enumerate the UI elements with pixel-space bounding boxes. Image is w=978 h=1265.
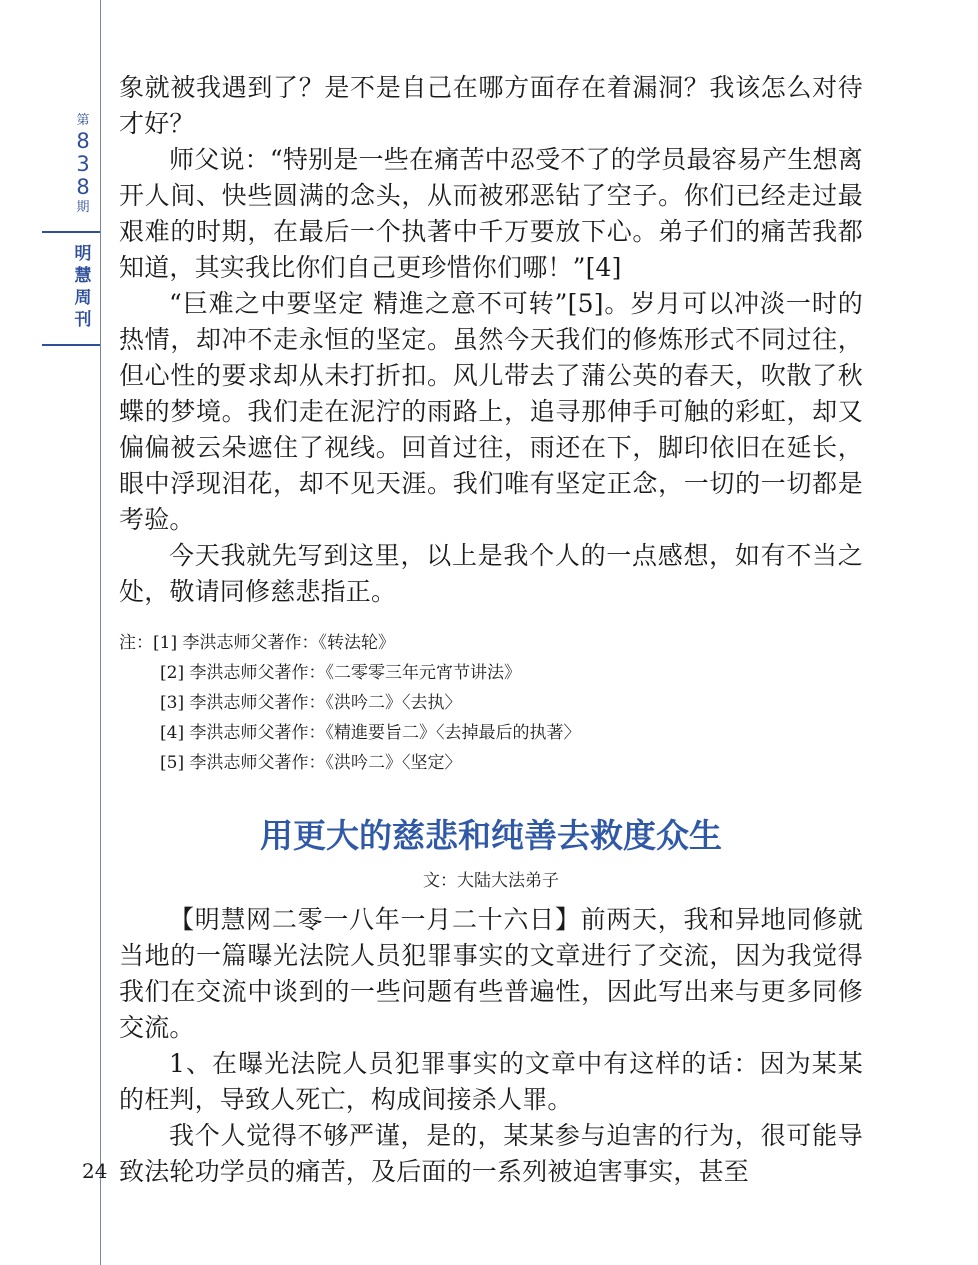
article-paragraph: 1、在曝光法院人员犯罪事实的文章中有这样的话：因为某某的枉判，导致人死亡，构成间接杀人罪。 [119, 1049, 863, 1114]
article-paragraph: 我个人觉得不够严谨，是的，某某参与迫害的行为，很可能导致法轮功学员的痛苦，及后面的一系列被迫害事实，甚至 [119, 1121, 863, 1186]
brand-char: 明 [74, 244, 92, 264]
brand-char: 周 [74, 288, 92, 308]
body-paragraph: 师父说：“特别是一些在痛苦中忍受不了的学员最容易产生想离开人间、快些圆满的念头，从而被邪恶钻了空子。你们已经走过最艰难的时期，在最后一个执著中千万要放下心。弟子们的痛苦我都知道，其实我比你们自己更珍惜你们哪！”[4] [119, 145, 863, 282]
article-paragraph: 【明慧网二零一八年一月二十六日】前两天，我和异地同修就当地的一篇曝光法院人员犯罪事实的文章进行了交流，因为我觉得我们在交流中谈到的一些问题有些普遍性，因此写出来与更多同修交流。 [119, 905, 863, 1042]
footnote-text: [1] 李洪志师父著作：《转法轮》 [153, 633, 395, 653]
brand-rule-bottom [42, 344, 100, 346]
brand-rule-top [42, 231, 100, 233]
footnote-item: [5] 李洪志师父著作：《洪吟二》〈坚定〉 [160, 753, 462, 773]
publication-brand [42, 243, 124, 331]
footnote-item: [3] 李洪志师父著作：《洪吟二》〈去执〉 [160, 693, 462, 713]
sidebar [0, 0, 108, 1265]
issue-digit: 8 [76, 129, 90, 153]
brand-char: 慧 [74, 266, 92, 286]
issue-digit: 3 [76, 152, 90, 176]
issue-prefix: 第 [76, 113, 90, 128]
issue-suffix: 期 [76, 200, 90, 215]
article-byline: 文：大陆大法弟子 [423, 871, 559, 891]
footnote-label: 注： [119, 633, 153, 653]
footnote-item: [4] 李洪志师父著作：《精進要旨二》〈去掉最后的执著〉 [160, 723, 581, 743]
article-title: 用更大的慈悲和纯善去救度众生 [260, 816, 722, 855]
footnote-item [119, 628, 863, 658]
body-paragraph: “巨难之中要坚定 精進之意不可转”[5]。岁月可以冲淡一时的热情，却冲不走永恒的坚定。虽然今天我们的修炼形式不同过往，但心性的要求却从未打折扣。风儿带去了蒲公英的春天，吹散了秋蝶的梦境。我们走在泥泞的雨路上，追寻那伸手可触的彩虹，却又偏偏被云朵遮住了视线。回首过往，雨还在下，脚印依旧在延长，眼中浮现泪花，却不见天涯。我们唯有坚定正念，一切的一切都是考验。 [119, 289, 863, 534]
footnotes [119, 628, 863, 778]
footnote-item: [2] 李洪志师父著作：《二零零三年元宵节讲法》 [160, 663, 521, 683]
body-paragraph: 今天我就先写到这里，以上是我个人的一点感想，如有不当之处，敬请同修慈悲指正。 [119, 541, 863, 606]
brand-char: 刊 [74, 310, 92, 330]
page-number: 24 [82, 1159, 108, 1183]
body-paragraph: 象就被我遇到了？是不是自己在哪方面存在着漏洞？我该怎么对待才好？ [119, 73, 863, 138]
page-content [119, 70, 863, 1190]
issue-digit: 8 [76, 175, 90, 199]
issue-number [42, 112, 124, 217]
